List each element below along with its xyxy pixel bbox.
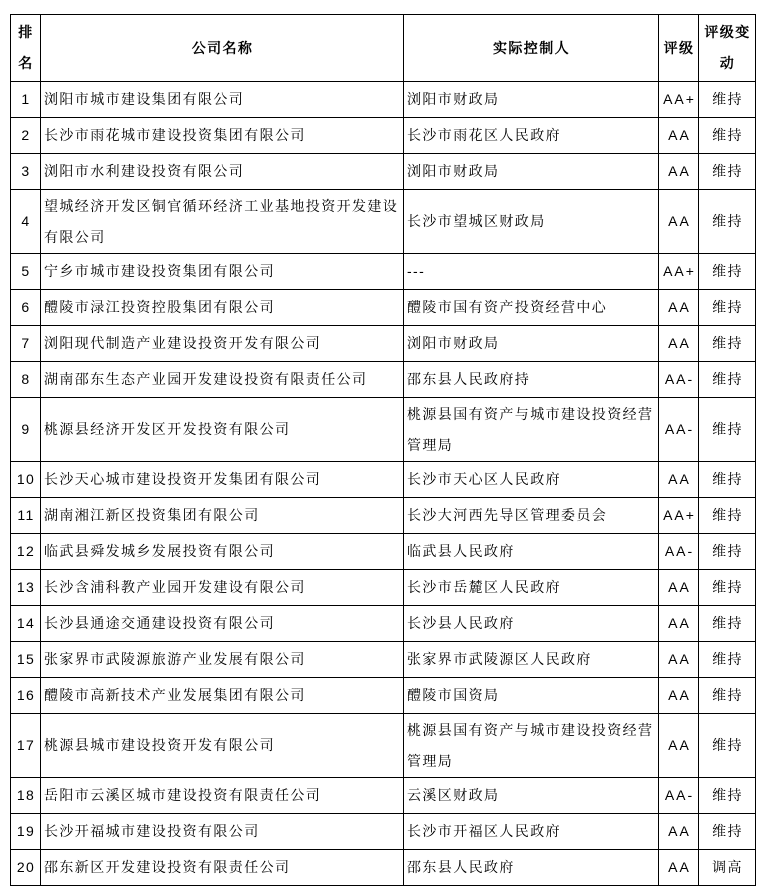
- rating-change-cell: 维持: [699, 570, 756, 606]
- table-row: [11, 678, 756, 714]
- controller-cell: 长沙市岳麓区人民政府: [404, 570, 659, 606]
- rank-cell: 11: [11, 498, 41, 534]
- rating-change-cell: 维持: [699, 362, 756, 398]
- controller-cell: 云溪区财政局: [404, 778, 659, 814]
- company-cell: 湖南邵东生态产业园开发建设投资有限责任公司: [41, 362, 404, 398]
- table-row: [11, 498, 756, 534]
- table-row: [11, 290, 756, 326]
- company-cell: 浏阳现代制造产业建设投资开发有限公司: [41, 326, 404, 362]
- rating-cell: AA+: [659, 254, 699, 290]
- table-row: [11, 714, 756, 778]
- rank-cell: 7: [11, 326, 41, 362]
- rating-cell: AA-: [659, 778, 699, 814]
- controller-cell: 浏阳市财政局: [404, 154, 659, 190]
- company-cell: 浏阳市城市建设集团有限公司: [41, 82, 404, 118]
- rating-cell: AA: [659, 570, 699, 606]
- table-row: [11, 850, 756, 886]
- company-cell: 浏阳市水利建设投资有限公司: [41, 154, 404, 190]
- controller-cell: 长沙市开福区人民政府: [404, 814, 659, 850]
- table-row: [11, 814, 756, 850]
- rating-cell: AA: [659, 850, 699, 886]
- rating-change-cell: 维持: [699, 462, 756, 498]
- rating-change-cell: 维持: [699, 290, 756, 326]
- rank-cell: 2: [11, 118, 41, 154]
- rating-change-cell: 维持: [699, 254, 756, 290]
- rating-change-cell: 调高: [699, 850, 756, 886]
- company-cell: 长沙天心城市建设投资开发集团有限公司: [41, 462, 404, 498]
- table-row: [11, 118, 756, 154]
- company-cell: 桃源县城市建设投资开发有限公司: [41, 714, 404, 778]
- rating-cell: AA-: [659, 362, 699, 398]
- rating-change-cell: 维持: [699, 714, 756, 778]
- controller-cell: 长沙市雨花区人民政府: [404, 118, 659, 154]
- table-row: [11, 642, 756, 678]
- rank-cell: 6: [11, 290, 41, 326]
- ranking-table: [10, 14, 756, 886]
- company-cell: 望城经济开发区铜官循环经济工业基地投资开发建设有限公司: [41, 190, 404, 254]
- rank-cell: 18: [11, 778, 41, 814]
- rank-cell: 5: [11, 254, 41, 290]
- controller-cell: 浏阳市财政局: [404, 326, 659, 362]
- rank-cell: 16: [11, 678, 41, 714]
- controller-cell: 桃源县国有资产与城市建设投资经营管理局: [404, 714, 659, 778]
- rating-cell: AA: [659, 154, 699, 190]
- controller-cell: 张家界市武陵源区人民政府: [404, 642, 659, 678]
- table-row: [11, 534, 756, 570]
- company-cell: 邵东新区开发建设投资有限责任公司: [41, 850, 404, 886]
- company-cell: 长沙含浦科教产业园开发建设有限公司: [41, 570, 404, 606]
- rating-cell: AA-: [659, 534, 699, 570]
- company-cell: 长沙开福城市建设投资有限公司: [41, 814, 404, 850]
- rating-cell: AA: [659, 814, 699, 850]
- rank-cell: 12: [11, 534, 41, 570]
- rating-cell: AA: [659, 462, 699, 498]
- rating-cell: AA+: [659, 498, 699, 534]
- header-controller: 实际控制人: [404, 15, 659, 82]
- rank-cell: 14: [11, 606, 41, 642]
- table-row: [11, 462, 756, 498]
- rating-change-cell: 维持: [699, 154, 756, 190]
- controller-cell: 长沙大河西先导区管理委员会: [404, 498, 659, 534]
- company-cell: 湖南湘江新区投资集团有限公司: [41, 498, 404, 534]
- controller-cell: 长沙市望城区财政局: [404, 190, 659, 254]
- controller-cell: ---: [404, 254, 659, 290]
- controller-cell: 醴陵市国资局: [404, 678, 659, 714]
- rank-cell: 8: [11, 362, 41, 398]
- company-cell: 张家界市武陵源旅游产业发展有限公司: [41, 642, 404, 678]
- company-cell: 宁乡市城市建设投资集团有限公司: [41, 254, 404, 290]
- rating-change-cell: 维持: [699, 118, 756, 154]
- rank-cell: 20: [11, 850, 41, 886]
- company-cell: 长沙市雨花城市建设投资集团有限公司: [41, 118, 404, 154]
- rating-cell: AA-: [659, 398, 699, 462]
- company-cell: 长沙县通途交通建设投资有限公司: [41, 606, 404, 642]
- controller-cell: 浏阳市财政局: [404, 82, 659, 118]
- controller-cell: 醴陵市国有资产投资经营中心: [404, 290, 659, 326]
- header-company: 公司名称: [41, 15, 404, 82]
- company-cell: 醴陵市高新技术产业发展集团有限公司: [41, 678, 404, 714]
- company-cell: 岳阳市云溪区城市建设投资有限责任公司: [41, 778, 404, 814]
- header-rating: 评级: [659, 15, 699, 82]
- controller-cell: 邵东县人民政府持: [404, 362, 659, 398]
- controller-cell: 临武县人民政府: [404, 534, 659, 570]
- table-row: [11, 570, 756, 606]
- table-header-row: [11, 15, 756, 82]
- rating-cell: AA: [659, 642, 699, 678]
- rating-change-cell: 维持: [699, 82, 756, 118]
- rank-cell: 19: [11, 814, 41, 850]
- rating-change-cell: 维持: [699, 606, 756, 642]
- header-rank: 排名: [11, 15, 41, 82]
- rank-cell: 15: [11, 642, 41, 678]
- header-rating-change: 评级变动: [699, 15, 756, 82]
- table-row: [11, 154, 756, 190]
- table-row: [11, 326, 756, 362]
- rating-change-cell: 维持: [699, 814, 756, 850]
- rating-cell: AA: [659, 118, 699, 154]
- table-row: [11, 190, 756, 254]
- company-cell: 桃源县经济开发区开发投资有限公司: [41, 398, 404, 462]
- controller-cell: 长沙市天心区人民政府: [404, 462, 659, 498]
- rank-cell: 13: [11, 570, 41, 606]
- rating-cell: AA: [659, 714, 699, 778]
- rating-cell: AA: [659, 606, 699, 642]
- rating-cell: AA: [659, 326, 699, 362]
- rank-cell: 1: [11, 82, 41, 118]
- rating-cell: AA: [659, 678, 699, 714]
- company-cell: 临武县舜发城乡发展投资有限公司: [41, 534, 404, 570]
- rating-cell: AA: [659, 290, 699, 326]
- rating-change-cell: 维持: [699, 326, 756, 362]
- table-row: [11, 82, 756, 118]
- table-row: [11, 606, 756, 642]
- rating-change-cell: 维持: [699, 190, 756, 254]
- rating-change-cell: 维持: [699, 642, 756, 678]
- rating-change-cell: 维持: [699, 498, 756, 534]
- rating-change-cell: 维持: [699, 534, 756, 570]
- rank-cell: 3: [11, 154, 41, 190]
- company-cell: 醴陵市渌江投资控股集团有限公司: [41, 290, 404, 326]
- rating-change-cell: 维持: [699, 778, 756, 814]
- controller-cell: 长沙县人民政府: [404, 606, 659, 642]
- rating-cell: AA+: [659, 82, 699, 118]
- rank-cell: 10: [11, 462, 41, 498]
- rank-cell: 4: [11, 190, 41, 254]
- rank-cell: 17: [11, 714, 41, 778]
- table-row: [11, 254, 756, 290]
- controller-cell: 桃源县国有资产与城市建设投资经营管理局: [404, 398, 659, 462]
- rating-cell: AA: [659, 190, 699, 254]
- rating-change-cell: 维持: [699, 678, 756, 714]
- table-row: [11, 778, 756, 814]
- rank-cell: 9: [11, 398, 41, 462]
- table-row: [11, 362, 756, 398]
- rating-change-cell: 维持: [699, 398, 756, 462]
- controller-cell: 邵东县人民政府: [404, 850, 659, 886]
- table-row: [11, 398, 756, 462]
